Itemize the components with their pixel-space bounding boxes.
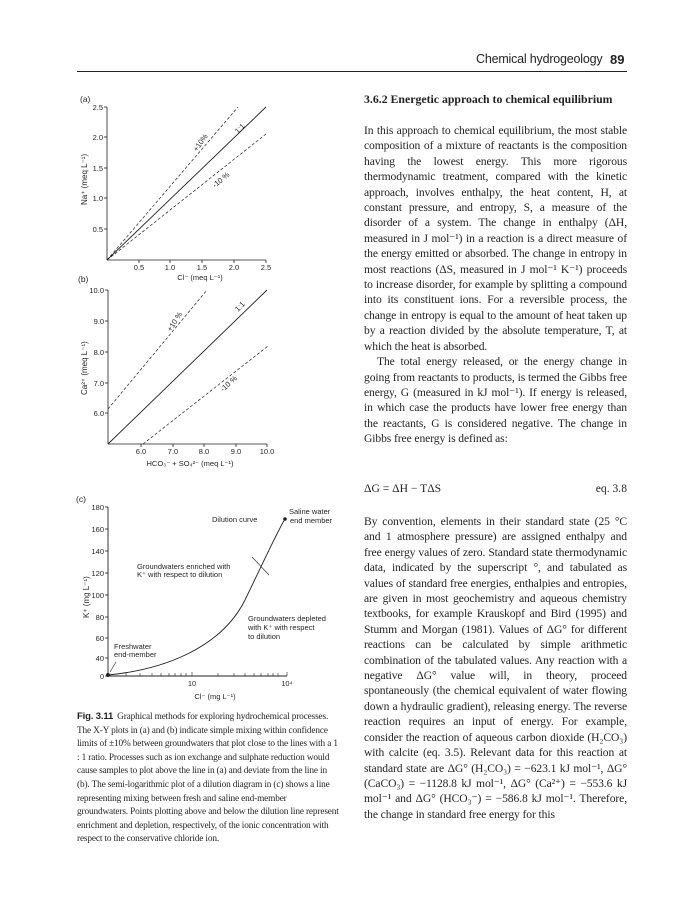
panel-c-label: (c) bbox=[76, 494, 86, 504]
line-label: -10 % bbox=[210, 170, 232, 190]
figure-3-11 bbox=[0, 0, 360, 705]
tick: 40 bbox=[95, 654, 104, 663]
tick: 0.5 bbox=[133, 263, 145, 272]
panel-b bbox=[78, 274, 274, 468]
tick: 2.0 bbox=[92, 133, 103, 142]
tick: 6.0 bbox=[93, 409, 104, 418]
line-label: -10 % bbox=[218, 373, 239, 394]
tick: 1.0 bbox=[164, 263, 176, 272]
running-head: Chemical hydrogeology bbox=[476, 52, 603, 66]
equation-row bbox=[364, 482, 627, 495]
tick: 10 bbox=[187, 679, 197, 688]
tick: 9.0 bbox=[93, 317, 104, 326]
tick: 8.0 bbox=[198, 447, 210, 456]
tick: 180 bbox=[91, 503, 104, 512]
tick: 2.5 bbox=[92, 103, 103, 112]
line-label: 1:1 bbox=[232, 299, 247, 314]
line-label: +10% bbox=[191, 132, 210, 154]
tick: 60 bbox=[95, 634, 104, 643]
paragraph: In this approach to chemical equilibrium, the most stable composition of a mixture of reactants is the composition having the lowest energy. This more rigorous thermodynamic treatment, compared with the kinetic approach, involves enthalpy, the heat content, H, at constant pressure, and entropy, S, a measure of the disorder of a system. The change in enthalpy (ΔH, measured in J mol⁻¹) in a reaction is a direct measure of the energy emitted or absorbed. The change in entropy in most reactions (ΔS, measured in J mol⁻¹ K⁻¹) proceeds to increase disorder, for example by splitting a compound into its constituent ions. For a reversible process, the change in entropy is equal to the amount of heat taken up by a reaction divided by the absolute temperature, T, at which the heat is absorbed. bbox=[364, 124, 627, 353]
annotation-saline: end member bbox=[290, 516, 333, 525]
annotation-saline: Saline water bbox=[289, 507, 331, 516]
tick: 120 bbox=[91, 569, 104, 578]
tick: 140 bbox=[91, 547, 104, 556]
x-axis-label: Cl⁻ (mg L⁻¹) bbox=[194, 692, 236, 701]
figure-label: Fig. 3.11 bbox=[77, 711, 114, 722]
equation-number: eq. 3.8 bbox=[595, 482, 627, 495]
tick: 1.5 bbox=[196, 263, 208, 272]
x-axis-label: HCO₃⁻ + SO₄²⁻ (meq L⁻¹) bbox=[146, 459, 234, 468]
annotation-enriched: Groundwaters enriched with bbox=[137, 562, 231, 571]
annotation-depleted: with K⁺ with respect bbox=[248, 623, 315, 632]
tick: 1.5 bbox=[92, 164, 103, 173]
annotation-enriched: K⁺ with respect to dilution bbox=[137, 570, 223, 579]
tick: 10.0 bbox=[259, 447, 275, 456]
figure-caption bbox=[77, 710, 339, 847]
body-column-top bbox=[364, 123, 627, 447]
tick: 2.5 bbox=[260, 263, 272, 272]
annotation-dilution: Dilution curve bbox=[212, 515, 258, 524]
body-column-bottom bbox=[364, 514, 627, 822]
tick: 2.0 bbox=[228, 263, 240, 272]
panel-a-label: (a) bbox=[80, 94, 91, 104]
tick: 6.0 bbox=[135, 447, 147, 456]
paragraph: By convention, elements in their standard state (25 °C and 1 atmosphere pressure) are assigned enthalpy and free energy values of zero. Standard state thermodynamic data, indicated by the superscript °, and tabulated as values of standard free energies, enthalpies and entropies, are given in most geochemistry and aqueous chemistry textbooks, for example Krauskopf and Bird (1995) and Stumm and Morgan (1981). Values of ΔG° for different reactions can be calculated by simple arithmetic combination of the tabulated values. Any reaction with a negative ΔG° value will, in theory, proceed spontaneously (the chemical equivalent of water flowing down a hydraulic gradient), releasing energy. The reverse reaction requires an input of energy. For example, consider the reaction of aqueous carbon dioxide (H₂CO₃) with calcite (eq. 3.5). Relevant data for this reaction at standard state are ΔG° (H₂CO₃) = −623.1 kJ mol⁻¹, ΔG° (CaCO₃) = −1128.8 kJ mol⁻¹, ΔG° (Ca²⁺) = −553.6 kJ mol⁻¹ and ΔG° (HCO₃⁻) = −586.8 kJ mol⁻¹. Therefore, the change in standard free energy for this bbox=[364, 515, 627, 821]
paragraph: The total energy released, or the energy change in going from reactants to products, is termed the Gibbs free energy, G (measured in kJ mol⁻¹). If energy is released, in which case the products have lower free energy than the reactants, G is considered negative. The change in Gibbs free energy is defined as: bbox=[364, 355, 627, 446]
tick: 10.0 bbox=[89, 286, 104, 295]
annotation-freshwater: end-member bbox=[114, 650, 157, 659]
panel-b-label: (b) bbox=[78, 274, 89, 284]
panel-a bbox=[80, 94, 271, 282]
x-axis-label: Cl⁻ (meq L⁻¹) bbox=[177, 273, 223, 282]
page-number: 89 bbox=[610, 52, 625, 67]
tick: 100 bbox=[91, 591, 104, 600]
annotation-depleted: to dilution bbox=[248, 632, 281, 641]
tick: 10⁴ bbox=[281, 679, 293, 688]
y-axis-label: K⁺ (mg L⁻¹) bbox=[82, 576, 91, 618]
equation: ΔG = ΔH − TΔS bbox=[364, 482, 442, 495]
tick: 0.5 bbox=[92, 225, 103, 234]
tick: 0 bbox=[99, 672, 104, 681]
tick: 8.0 bbox=[93, 348, 104, 357]
section-heading: 3.6.2 Energetic approach to chemical equilibrium bbox=[364, 92, 613, 106]
annotation-freshwater: Freshwater bbox=[114, 642, 152, 651]
panel-c bbox=[76, 494, 333, 701]
tick: 160 bbox=[91, 525, 104, 534]
line-label: 1:1 bbox=[232, 121, 247, 136]
y-axis-label: Na⁺ (meq L⁻¹) bbox=[80, 153, 89, 205]
caption-text: Graphical methods for exploring hydrochemical processes. The X-Y plots in (a) and (b) indicate simple mixing within confidence limits of ±10% between groundwaters that plot close to the lines with a 1 : 1 ratio. Processes such as ion exchange and sulphate reduction would cause samples to plot above the line in (a) and deviate from the line in (b). The semi-logarithmic plot of a dilution diagram in (c) shows a line representing mixing between fresh and saline end-member groundwaters. Points plotting above and below the dilution line represent enrichment and depletion, respectively, of the ionic concentration with respect to the conservative chloride ion. bbox=[77, 712, 339, 845]
tick: 7.0 bbox=[93, 379, 104, 388]
tick: 1.0 bbox=[92, 194, 103, 203]
tick: 9.0 bbox=[230, 447, 242, 456]
tick: 7.0 bbox=[167, 447, 179, 456]
y-axis-label: Ca²⁺ (meq L⁻¹) bbox=[80, 341, 89, 395]
annotation-depleted: Groundwaters depleted bbox=[248, 614, 326, 623]
tick: 80 bbox=[95, 613, 104, 622]
line-label: +10 % bbox=[165, 310, 185, 334]
